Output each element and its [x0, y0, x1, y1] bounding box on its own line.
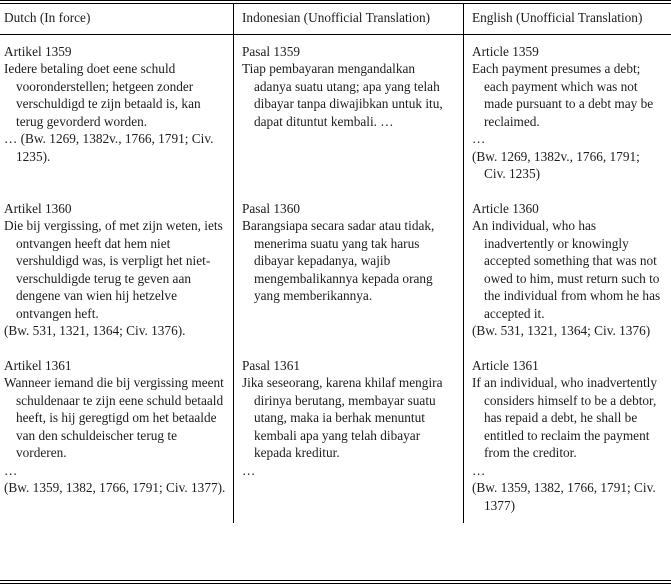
article-title: Pasal 1360: [242, 200, 300, 216]
paragraph: (Bw. 531, 1321, 1364; Civ. 1376): [472, 323, 651, 338]
paragraph: Die bij vergissing, of met zijn weten, iets ontvangen heeft dat hem niet vershuldigd was, is verpligt het niet-verschuldigde terug te geven aan dengene van wien hij hetzelve ontvangen heft.: [4, 218, 223, 321]
paragraph: …: [472, 131, 486, 146]
column-header-dutch: Dutch (In force): [0, 4, 233, 35]
paragraph: If an individual, who inadvertently considers himself to be a debtor, has repaid a debt, he shall be entitled to reclaim the payment from the creditor.: [472, 375, 658, 460]
column-header-english: English (Unofficial Translation): [463, 4, 671, 35]
article-body: [242, 60, 456, 130]
paragraph: …: [472, 462, 486, 478]
article-body: [4, 60, 226, 165]
paragraph: (Bw. 531, 1321, 1364; Civ. 1376).: [4, 323, 186, 338]
paragraph: (Bw. 1269, 1382v., 1766, 1791; Civ. 1235): [472, 148, 640, 181]
paragraph: Each payment presumes a debt; each payment which was not made pursuant to a debt may be reclaimed.: [472, 61, 654, 129]
article-body: [242, 374, 456, 479]
table-row-2-cell-english: [463, 192, 671, 349]
article-title: Article 1359: [472, 43, 539, 59]
article-title: Artikel 1361: [4, 357, 72, 373]
paragraph: Barangsiapa secara sadar atau tidak, menerima suatu yang tak harus dibayar kepadanya, wajib mengembalikannya kepada orang yang memberikannya.: [242, 218, 435, 303]
article-body: [242, 217, 456, 305]
paragraph: (Bw. 1359, 1382, 1766, 1791; Civ. 1377).: [4, 480, 226, 495]
article-title: Article 1361: [472, 357, 539, 373]
paragraph: Iedere betaling doet eene schuld vooronderstellen; hetgeen zonder verschuldigd te zijn betaald is, kan terug gevorderd worden.: [4, 61, 201, 129]
article-title: Artikel 1359: [4, 43, 72, 59]
article-title: Pasal 1361: [242, 357, 300, 373]
paragraph: Wanneer iemand die bij vergissing meent schuldenaar te zijn eene schuld betaald heeft, is hij geregtigd om het betaalde van den schuldeischer terug te vorderen.: [4, 375, 224, 460]
paragraph: An individual, who has inadvertently or knowingly accepted something that was not owed to him, must return such to the individual from whom he has accepted it.: [472, 218, 661, 321]
article-title: Pasal 1359: [242, 43, 300, 59]
article-body: [472, 217, 664, 340]
table-row-1-cell-english: [463, 35, 671, 192]
article-body: [4, 217, 226, 340]
article-body: [472, 60, 664, 183]
table-row-1-cell-indonesian: [233, 35, 463, 192]
table-row-2-cell-dutch: [0, 192, 233, 349]
table-row-3-cell-english: [463, 349, 671, 524]
paragraph: … (Bw. 1269, 1382v., 1766, 1791; Civ. 1235).: [4, 131, 214, 164]
paragraph: …: [4, 462, 18, 478]
column-header-indonesian: Indonesian (Unofficial Translation): [233, 4, 463, 35]
table-row-3-cell-dutch: [0, 349, 233, 524]
article-body: [4, 374, 226, 497]
table-row-3-cell-indonesian: [233, 349, 463, 524]
paragraph: (Bw. 1359, 1382, 1766, 1791; Civ. 1377): [472, 480, 656, 513]
article-body: [472, 374, 664, 514]
paragraph: …: [242, 462, 256, 478]
table-row-2-cell-indonesian: [233, 192, 463, 349]
paragraph: Tiap pembayaran mengandalkan adanya suatu utang; apa yang telah dibayar tanpa diwajibkan untuk itu, dapat dituntut kembali. …: [242, 61, 443, 129]
paragraph: Jika seseorang, karena khilaf mengira dirinya berutang, membayar suatu utang, maka ia berhak menuntut kembali apa yang telah dibayar kepada kreditur.: [242, 375, 443, 460]
table-row-1-cell-dutch: [0, 35, 233, 192]
article-title: Article 1360: [472, 200, 539, 216]
article-title: Artikel 1360: [4, 200, 72, 216]
